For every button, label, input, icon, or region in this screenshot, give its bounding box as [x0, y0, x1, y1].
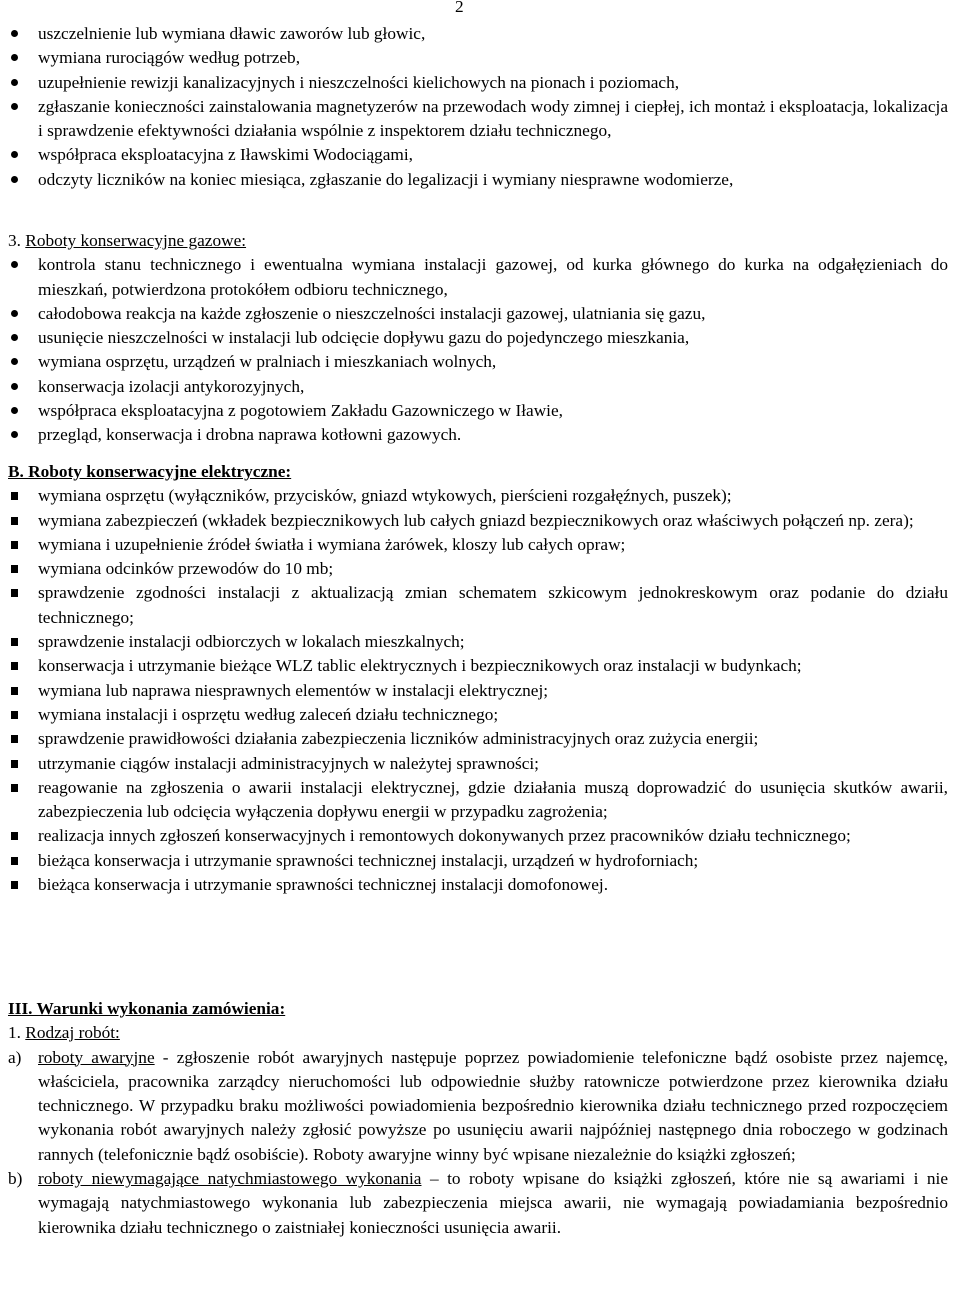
bullet-icon [11, 310, 18, 317]
bullet-icon [11, 261, 18, 268]
list-item: wymiana osprzętu, urządzeń w pralniach i mieszkaniach wolnych, [8, 350, 948, 374]
list-item: konserwacja izolacji antykorozyjnych, [8, 375, 948, 399]
bullet-icon [11, 30, 18, 37]
list-item: utrzymanie ciągów instalacji administracyjnych w należytej sprawności; [8, 752, 948, 776]
list-item: sprawdzenie zgodności instalacji z aktualizacją zmian schematem szkicowym jednokreskowym oraz podanie do działu technicznego; [8, 581, 948, 630]
list-item-b: b) roboty niewymagające natychmiastowego wykonania – to roboty wpisane do książki zgłoszeń, które nie są awariami i nie wymagają natychmiastowego wykonania lub zabezpieczenia miejsca awarii, nie wymagają powiadamiania bezpośrednio kierownika działu technicznego o zaistniałej konieczności usunięcia awarii. [8, 1169, 948, 1237]
list-item: reagowanie na zgłoszenia o awarii instalacji elektrycznej, gdzie działania muszą doprowadzić do usunięcia skutków awarii, zabezpieczenia lub odcięcia wyłączenia dopływu energii w przypadku zagrożenia; [8, 776, 948, 825]
square-bullet-icon [11, 638, 18, 646]
bullet-icon [11, 176, 18, 183]
gas-section [8, 229, 948, 448]
bullet-icon [11, 54, 18, 61]
section-heading: III. Warunki wykonania zamówienia: [8, 999, 286, 1018]
bullet-icon [11, 407, 18, 414]
list-item: sprawdzenie instalacji odbiorczych w lokalach mieszkalnych; [8, 630, 948, 654]
water-list [8, 22, 948, 192]
list-item: bieżąca konserwacja i utrzymanie sprawności technicznej instalacji domofonowej. [8, 873, 948, 897]
elec-section [8, 460, 948, 897]
square-bullet-icon [11, 517, 18, 525]
bullet-icon [11, 358, 18, 365]
square-bullet-icon [11, 687, 18, 695]
elec-heading: B. Roboty konserwacyjne elektryczne: [8, 462, 292, 481]
list-item: uszczelnienie lub wymiana dławic zaworów lub głowic, [8, 22, 948, 46]
list-item-a: a) roboty awaryjne - zgłoszenie robót awaryjnych następuje poprzez powiadomienie telefoniczne bądź osobiste przez najemcę, właściciela, pracownika zarządcy nieruchomości lub odpowiednie służby ratownicze potwierdzone przez kierownika działu technicznego. W przypadku braku możliwości powiadomienia bezpośrednio kierownika działu technicznego przed rozpoczęciem wykonania robót awaryjnych należy zgłosić powyższe po usunięciu awarii najpóźniej następnego dnia roboczego w godzinach rannych (telefonicznie bądź osobiście). Roboty awaryjne winny być wpisane niezależnie do książki zgłoszeń; [8, 1047, 948, 1164]
list-item: odczyty liczników na koniec miesiąca, zgłaszanie do legalizacji i wymiany niesprawne wodomierze, [8, 168, 948, 192]
list-item: współpraca eksploatacyjna z Iławskimi Wodociągami, [8, 143, 948, 167]
list-item: wymiana instalacji i osprzętu według zaleceń działu technicznego; [8, 703, 948, 727]
list-item: wymiana osprzętu (wyłączników, przycisków, gniazd wtykowych, pierścieni rozgałęźnych, puszek); [8, 484, 948, 508]
gas-heading: 3. Roboty konserwacyjne gazowe: [8, 231, 247, 250]
square-bullet-icon [11, 589, 18, 597]
rodzaj-heading: 1. Rodzaj robót: [8, 1023, 120, 1043]
square-bullet-icon [11, 492, 18, 500]
list-item: bieżąca konserwacja i utrzymanie sprawności technicznej instalacji, urządzeń w hydroforniach; [8, 849, 948, 873]
list-item: kontrola stanu technicznego i ewentualna wymiana instalacji gazowej, od kurka głównego do kurka na odgałęzieniach do mieszkań, potwierdzona protokółem odbioru technicznego, [8, 253, 948, 302]
list-item: sprawdzenie prawidłowości działania zabezpieczenia liczników administracyjnych oraz zużycia energii; [8, 727, 948, 751]
list-item: wymiana zabezpieczeń (wkładek bezpiecznikowych lub całych gniazd bezpiecznikowych oraz właściwych połączeń np. zera); [8, 509, 948, 533]
page-number: 2 [455, 0, 464, 16]
conditions-section [8, 997, 948, 1240]
square-bullet-icon [11, 662, 18, 670]
square-bullet-icon [11, 541, 18, 549]
square-bullet-icon [11, 832, 18, 840]
list-item: zgłaszanie konieczności zainstalowania magnetyzerów na przewodach wody zimnej i ciepłej, ich montaż i eksploatacja, lokalizacja i sprawdzenie efektywności działania wspólnie z inspektorem działu technicznego, [8, 95, 948, 144]
list-item: przegląd, konserwacja i drobna naprawa kotłowni gazowych. [8, 423, 948, 447]
square-bullet-icon [11, 881, 18, 889]
bullet-icon [11, 151, 18, 158]
list-item: wymiana odcinków przewodów do 10 mb; [8, 557, 948, 581]
bullet-icon [11, 79, 18, 86]
square-bullet-icon [11, 760, 18, 768]
bullet-icon [11, 431, 18, 438]
bullet-icon [11, 103, 18, 110]
list-item: konserwacja i utrzymanie bieżące WLZ tablic elektrycznych i bezpiecznikowych oraz instalacji w budynkach; [8, 654, 948, 678]
list-item: wymiana i uzupełnienie źródeł światła i wymiana żarówek, kloszy lub całych opraw; [8, 533, 948, 557]
square-bullet-icon [11, 565, 18, 573]
list-item: współpraca eksploatacyjna z pogotowiem Zakładu Gazowniczego w Iławie, [8, 399, 948, 423]
square-bullet-icon [11, 711, 18, 719]
bullet-icon [11, 334, 18, 341]
list-item: realizacja innych zgłoszeń konserwacyjnych i remontowych dokonywanych przez pracowników działu technicznego; [8, 824, 948, 848]
bullet-icon [11, 383, 18, 390]
list-item: uzupełnienie rewizji kanalizacyjnych i nieszczelności kielichowych na pionach i poziomach, [8, 71, 948, 95]
square-bullet-icon [11, 784, 18, 792]
list-item: wymiana lub naprawa niesprawnych elementów w instalacji elektrycznej; [8, 679, 948, 703]
square-bullet-icon [11, 857, 18, 865]
list-item: usunięcie nieszczelności w instalacji lub odcięcie dopływu gazu do pojedynczego mieszkania, [8, 326, 948, 350]
list-item: całodobowa reakcja na każde zgłoszenie o nieszczelności instalacji gazowej, ulatniania się gazu, [8, 302, 948, 326]
square-bullet-icon [11, 735, 18, 743]
list-item: wymiana rurociągów według potrzeb, [8, 46, 948, 70]
